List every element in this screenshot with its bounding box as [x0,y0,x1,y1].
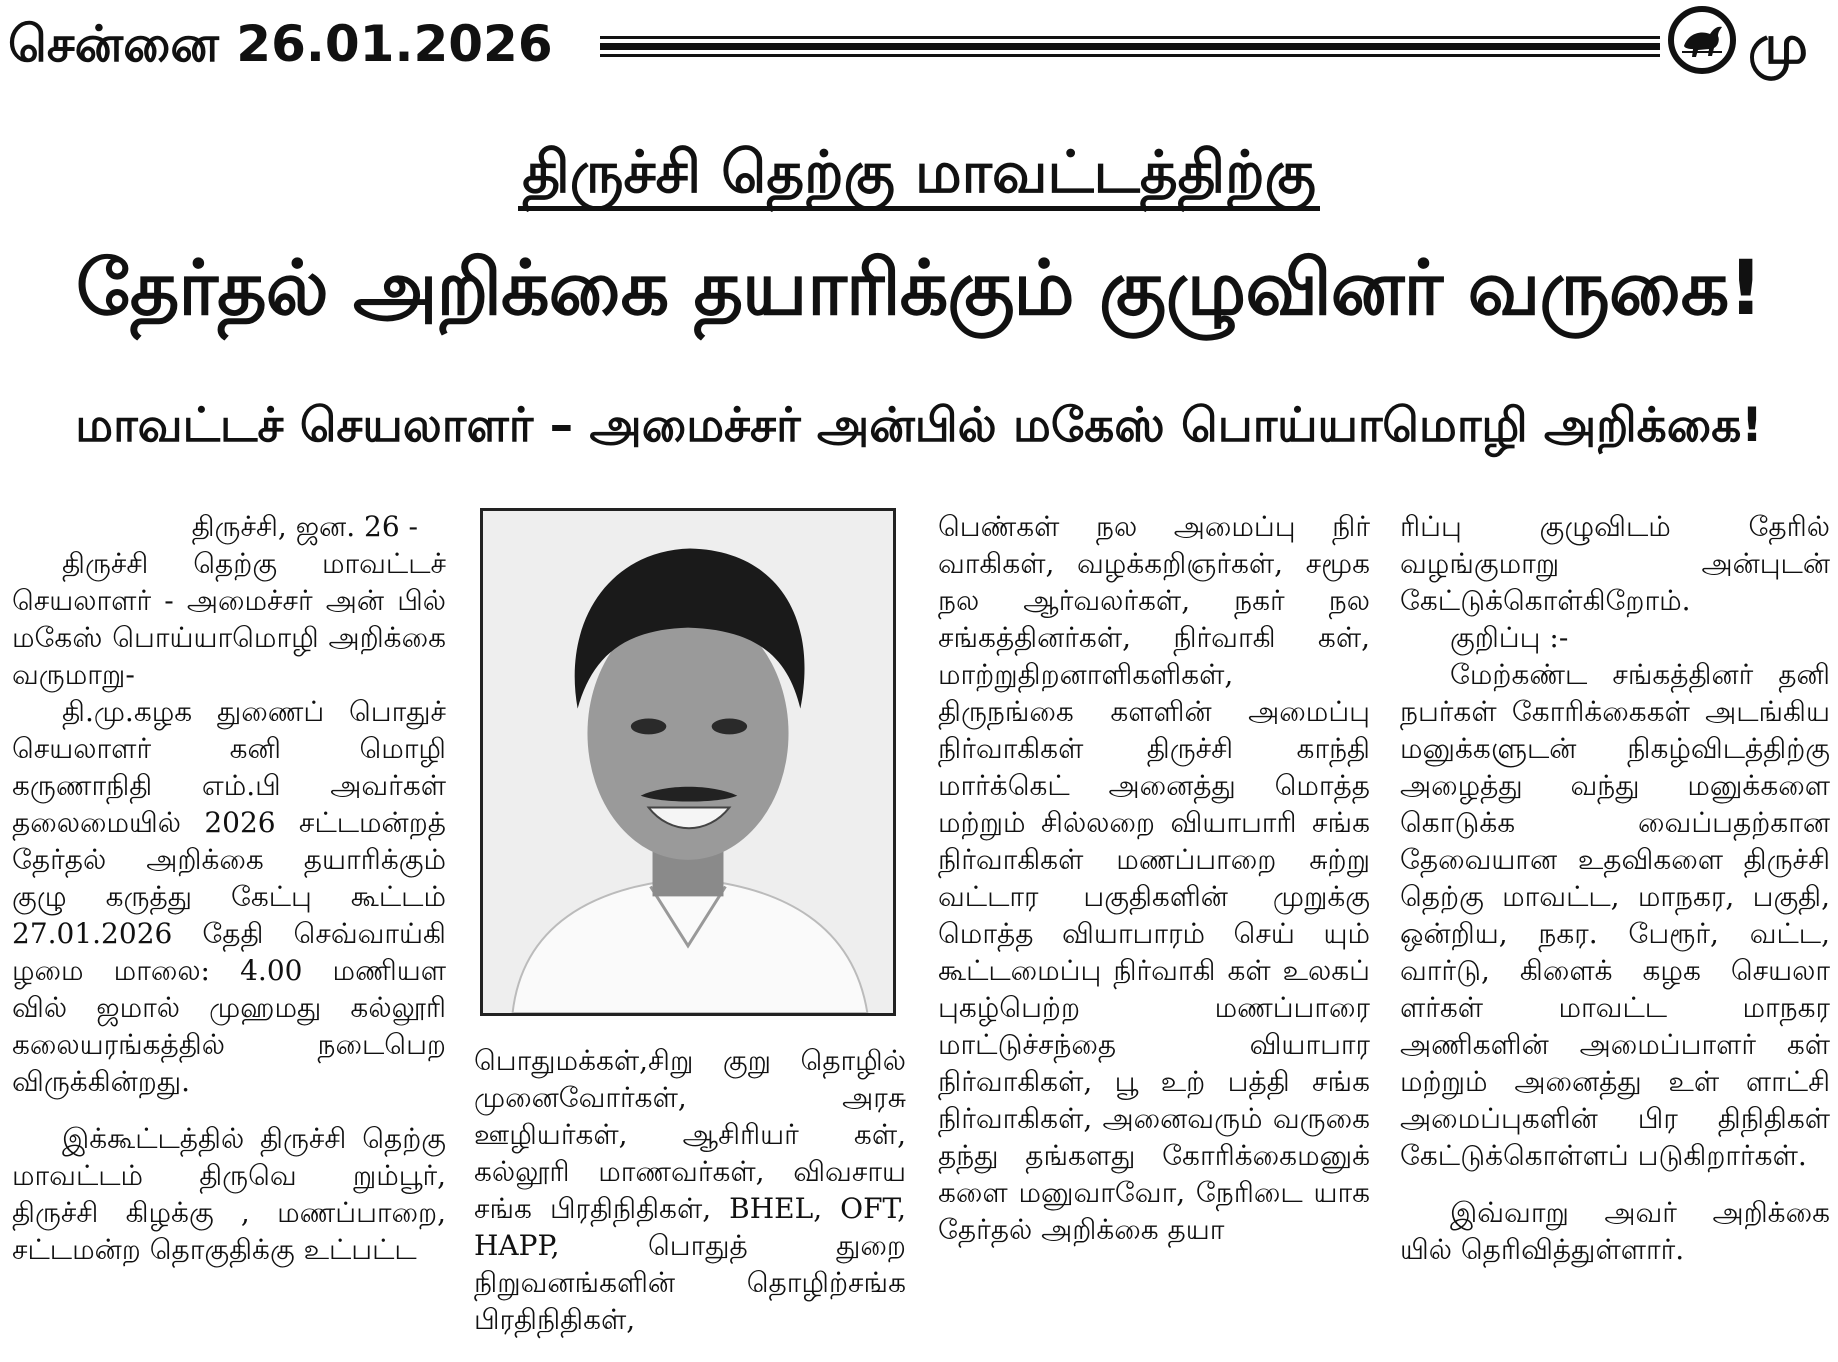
article-column-1 [12,508,446,1268]
paragraph: மேற்கண்ட சங்கத்தினர் தனி நபர்கள் கோரிக்கைகள் அடங்கிய மனுக்களுடன் நிகழ்விடத்திற்கு அழைத்து வந்து மனுக்களை கொடுக்க வைப்பதற்கான தேவையான உதவிகளை திருச்சி தெற்கு மாவட்ட, மாநகர, பகுதி, ஒன்றிய, நகர. பேரூர், வட்ட, வார்டு, கிளைக் கழக செயலா ளர்கள் மாவட்ட மாநகர அணிகளின் அமைப்பாளர் கள் மற்றும் அனைத்து உள் ளாட்சி அமைப்புகளின் பிர திநிதிகள் கேட்டுக்கொள்ளப் படுகிறார்கள். [1400,658,1830,1172]
article-dateline: திருச்சி, ஜன. 26 - [191,510,418,543]
note-heading: குறிப்பு :- [1450,621,1569,654]
article-column-2 [474,1042,906,1338]
paragraph: திருச்சி தெற்கு மாவட்டச் செயலாளர் - அமைச்சர் அன் பில் மகேஸ் பொய்யாமொழி அறிக்கை வருமாறு- [12,547,446,691]
kicker-text: திருச்சி தெற்கு மாவட்டத்திற்கு [518,138,1320,211]
emblem-icon [1668,6,1736,74]
main-headline: தேர்தல் அறிக்கை தயாரிக்கும் குழுவினர் வருகை! [75,243,1763,332]
article-column-4 [1400,508,1830,1268]
subheadline: மாவட்டச் செயலாளர் – அமைச்சர் அன்பில் மகேஸ் பொய்யாமொழி அறிக்கை! [75,398,1763,453]
paragraph: பெண்கள் நல அமைப்பு நிர் வாகிகள், வழக்கறிஞர்கள், சமூக நல ஆர்வலர்கள், நகர் நல சங்கத்தினர்கள், நிர்வாகி கள், மாற்றுதிறனாளிகளிகள், திருநங்கை களளின் அமைப்பு நிர்வாகிகள் திருச்சி காந்தி மார்க்கெட் அனைத்து மொத்த மற்றும் சில்லறை வியாபாரி சங்க நிர்வாகிகள் மணப்பாறை சுற்று வட்டார பகுதிகளின் முறுக்கு மொத்த வியாபாரம் செய் யும் கூட்டமைப்பு நிர்வாகி கள் உலகப் புகழ்பெற்ற மணப்பாரை மாட்டுச்சந்தை வியாபார நிர்வாகிகள், பூ உற் பத்தி சங்க நிர்வாகிகள், அனைவரும் வருகை தந்து தங்களது கோரிக்கைமனுக் களை மனுவாவோ, நேரிடை யாக தேர்தல் அறிக்கை தயா [938,510,1370,1246]
kicker-heading [0,134,1838,210]
portrait-photo [480,508,896,1016]
paragraph: தி.மு.கழக துணைப் பொதுச் செயலாளர் கனி மொழி கருணாநிதி எம்.பி அவர்கள் தலைமையில் 2026 சட்டமன்றத் தேர்தல் அறிக்கை தயாரிக்கும் குழு கருத்து கேட்பு கூட்டம் 27.01.2026 தேதி செவ்வாய்கி ழமை மாலை: 4.00 மணியள வில் ஜமால் முஹமது கல்லூரி கலையரங்கத்தில் நடைபெற விருக்கின்றது. [12,695,446,1098]
paragraph: பொதுமக்கள்,சிறு குறு தொழில் முனைவோர்கள், அரசு ஊழியர்கள், ஆசிரியர் கள், கல்லூரி மாணவர்கள், விவசாய சங்க பிரதிநிதிகள், BHEL, OFT, HAPP, பொதுத் துறை நிறுவனங்களின் தொழிற்சங்க பிரதிநிதிகள், [474,1044,906,1336]
paragraph: இவ்வாறு அவர் அறிக்கை யில் தெரிவித்துள்ளார். [1400,1196,1830,1266]
masthead-title-partial: மு [1748,13,1808,76]
dateline: சென்னை 26.01.2026 [8,15,553,73]
masthead-bar [0,0,1838,90]
paragraph: ரிப்பு குழுவிடம் தேரில் வழங்குமாறு அன்புடன் கேட்டுக்கொள்கிறோம். [1400,510,1830,617]
masthead-rules [600,34,1660,60]
article-column-3 [938,508,1370,1248]
paragraph: இக்கூட்டத்தில் திருச்சி தெற்கு மாவட்டம் திருவெ றும்பூர், திருச்சி கிழக்கு , மணப்பாறை, சட்டமன்ற தொகுதிக்கு உட்பட்ட [12,1122,446,1266]
